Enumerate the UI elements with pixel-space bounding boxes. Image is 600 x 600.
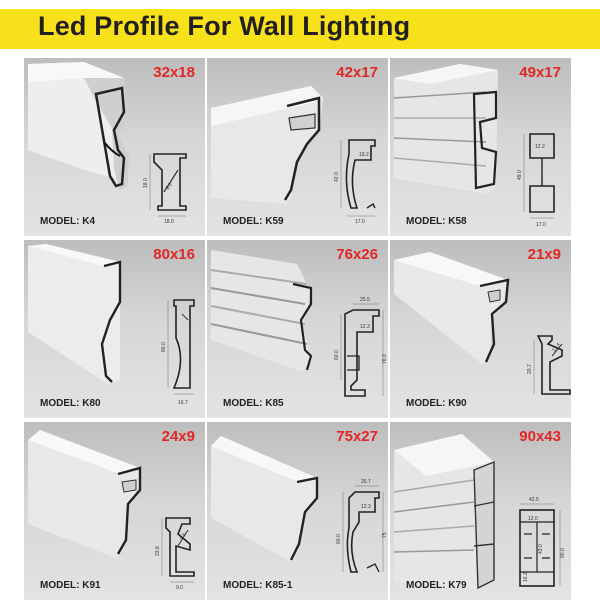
dim-label: 90.0 xyxy=(560,548,566,558)
product-card-k79[interactable] xyxy=(390,422,571,600)
profile-render-k85-1 xyxy=(207,422,388,600)
profile-render-k79 xyxy=(390,422,571,600)
size-label: 21x9 xyxy=(527,246,561,263)
dim-label: 43.0 xyxy=(538,544,544,554)
dim-label: 80.0 xyxy=(161,342,167,352)
size-label: 90x43 xyxy=(519,428,561,445)
size-label: 76x26 xyxy=(336,246,378,263)
model-label: MODEL: K91 xyxy=(40,580,101,591)
dim-label: 60.0 xyxy=(334,350,340,360)
model-label: MODEL: K80 xyxy=(40,398,101,409)
profile-render-k59 xyxy=(207,58,388,236)
profile-render-k80 xyxy=(24,240,205,418)
profile-render-k4 xyxy=(24,58,205,236)
size-label: 32x18 xyxy=(153,64,195,81)
dim-label: 17.0 xyxy=(355,219,365,225)
title-banner xyxy=(0,0,600,55)
dim-label: 9.6 xyxy=(178,532,188,542)
product-card-k85-1[interactable] xyxy=(207,422,388,600)
size-label: 75x27 xyxy=(336,428,378,445)
model-label: MODEL: K59 xyxy=(223,216,284,227)
dim-label: 42.0 xyxy=(334,172,340,182)
dim-label: 17.0 xyxy=(536,222,546,228)
dim-label: 75 xyxy=(382,532,388,538)
dim-label: 49.0 xyxy=(517,170,523,180)
dim-label: 18.0 xyxy=(143,178,149,188)
size-label: 80x16 xyxy=(153,246,195,263)
size-label: 49x17 xyxy=(519,64,561,81)
model-label: MODEL: K85 xyxy=(223,398,284,409)
product-card-k59[interactable] xyxy=(207,58,388,236)
model-label: MODEL: K79 xyxy=(406,580,467,591)
dim-label: 12.3 xyxy=(360,324,370,330)
dim-label: 16.7 xyxy=(178,400,188,406)
dim-label: 20.7 xyxy=(527,364,533,374)
dim-label: 9.0 xyxy=(176,585,183,591)
size-label: 42x17 xyxy=(336,64,378,81)
dim-label: 23.8 xyxy=(155,546,161,556)
dim-label: 25.5 xyxy=(360,297,370,303)
dim-label: 26.7 xyxy=(361,479,371,485)
dim-label: 60.0 xyxy=(336,534,342,544)
product-card-k80[interactable] xyxy=(24,240,205,418)
dim-label: 12.3 xyxy=(361,504,371,510)
dim-label: 12.0 xyxy=(528,516,538,522)
dim-label: 16.2 xyxy=(523,572,529,582)
product-card-k91[interactable] xyxy=(24,422,205,600)
dim-label: 18.0 xyxy=(164,219,174,225)
dim-label: 19.2 xyxy=(359,152,369,158)
dim-label: 12.2 xyxy=(535,144,545,150)
product-card-k4[interactable] xyxy=(24,58,205,236)
product-card-k85[interactable] xyxy=(207,240,388,418)
dim-label: 9.0 xyxy=(164,182,174,192)
dim-label: 13.4 xyxy=(550,341,562,354)
product-card-k90[interactable] xyxy=(390,240,571,418)
product-card-k58[interactable] xyxy=(390,58,571,236)
model-label: MODEL: K85-1 xyxy=(223,580,293,591)
profile-render-k90 xyxy=(390,240,571,418)
size-label: 24x9 xyxy=(161,428,195,445)
profile-render-k91 xyxy=(24,422,205,600)
product-grid xyxy=(24,58,588,600)
dim-label: 76.0 xyxy=(382,354,388,364)
model-label: MODEL: K58 xyxy=(406,216,467,227)
model-label: MODEL: K90 xyxy=(406,398,467,409)
profile-render-k85 xyxy=(207,240,388,418)
dim-label: 42.5 xyxy=(529,497,539,503)
model-label: MODEL: K4 xyxy=(40,216,95,227)
page-title: Led Profile For Wall Lighting xyxy=(38,11,411,41)
profile-render-k58 xyxy=(390,58,571,236)
